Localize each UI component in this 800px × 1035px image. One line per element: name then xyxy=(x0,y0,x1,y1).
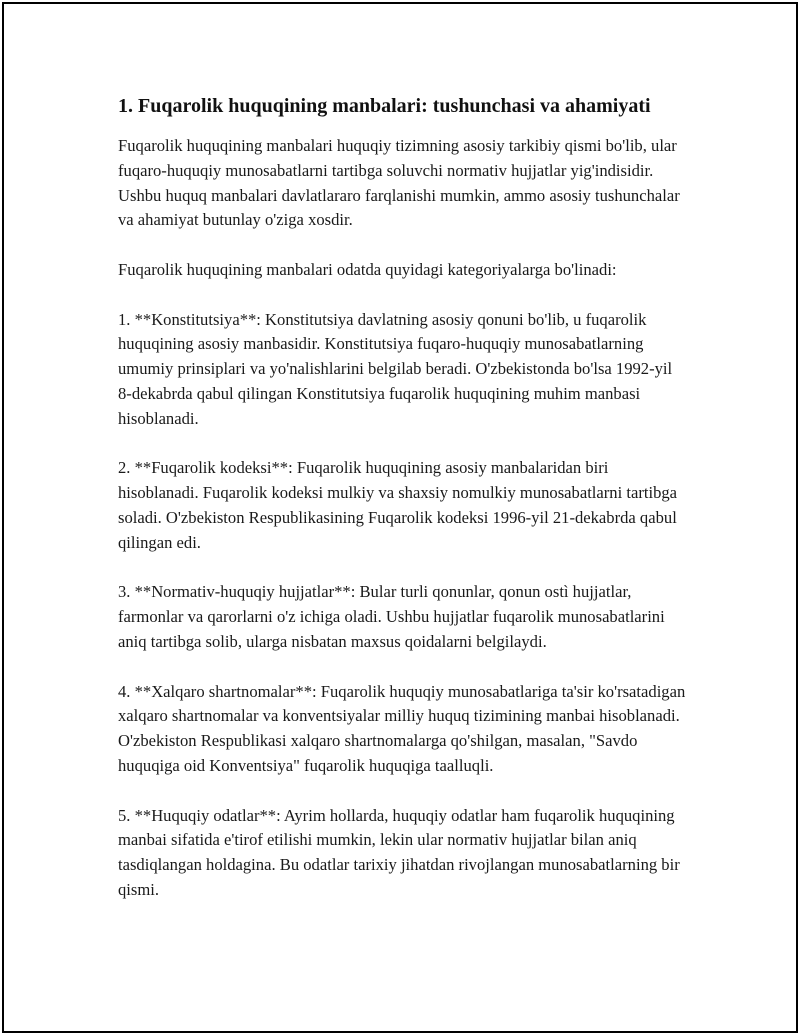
item-legal-customs-paragraph: 5. **Huquqiy odatlar**: Ayrim hollarda, huquqiy odatlar ham fuqarolik huquqining manbai sifatida e'tirof etilishi mumkin, lekin ular normativ hujjatlar bilan aniq tasdiqlangan holdagina. Bu odatlar tarixiy jihatdan rivojlangan munosabatlarning bir qismi. xyxy=(118,805,680,899)
categories-intro-paragraph: Fuqarolik huquqining manbalari odatda quyidagi kategoriyalarga bo'linadi: xyxy=(118,259,617,279)
item-constitution-paragraph: 1. **Konstitutsiya**: Konstitutsiya davlatning asosiy qonuni bo'lib, u fuqarolik huquqining asosiy manbasidir. Konstitutsiya fuqaro-huquqiy munosabatlarning umumiy prinsiplari va yo'nalishlarini belgilab beradi. O'zbekistonda bo'lsa 1992-yil 8-dekabrda qabul qilingan Konstitutsiya fuqarolik huquqining muhim manbasi hisoblanadi. xyxy=(118,309,673,428)
item-international-treaties-paragraph: 4. **Xalqaro shartnomalar**: Fuqarolik huquqiy munosabatlariga ta'sir ko'rsatadigan xalqaro shartnomalar va konventsiyalar milliy huquq tizimining manbai hisoblanadi. O'zbekiston Respublikasi xalqaro shartnomalarga qo'shilgan, masalan, "Savdo huquqiga oid Konventsiya" fuqarolik huquqiga taalluqli. xyxy=(118,681,686,775)
document-body xyxy=(118,92,686,928)
item-civil-code-paragraph: 2. **Fuqarolik kodeksi**: Fuqarolik huquqining asosiy manbalaridan biri hisoblanadi. Fuqarolik kodeksi mulkiy va shaxsiy nomulkiy munosabatlarni tartibga soladi. O'zbekiston Respublikasining Fuqarolik kodeksi 1996-yil 21-dekabrda qabul qilingan edi. xyxy=(118,458,678,552)
intro-paragraph: Fuqarolik huquqining manbalari huquqiy tizimning asosiy tarkibiy qismi bo'lib, ular fuqaro-huquqiy munosabatlarni tartibga soluvchi normativ hujjatlar yig'indisidir. Ushbu huquq manbalari davlatlararo farqlanishi mumkin, ammo asosiy tushunchalar va ahamiyat butunlay o'ziga xosdir. xyxy=(118,136,680,230)
section-heading: 1. Fuqarolik huquqining manbalari: tushunchasi va ahamiyati xyxy=(118,95,651,117)
item-normative-acts-paragraph: 3. **Normativ-huquqiy hujjatlar**: Bular turli qonunlar, qonun ostì hujjatlar, farmonlar va qarorlarni o'z ichiga oladi. Ushbu hujjatlar fuqarolik munosabatlarini aniq tartibga solib, ularga nisbatan maxsus qoidalarni belgilaydi. xyxy=(118,582,665,651)
